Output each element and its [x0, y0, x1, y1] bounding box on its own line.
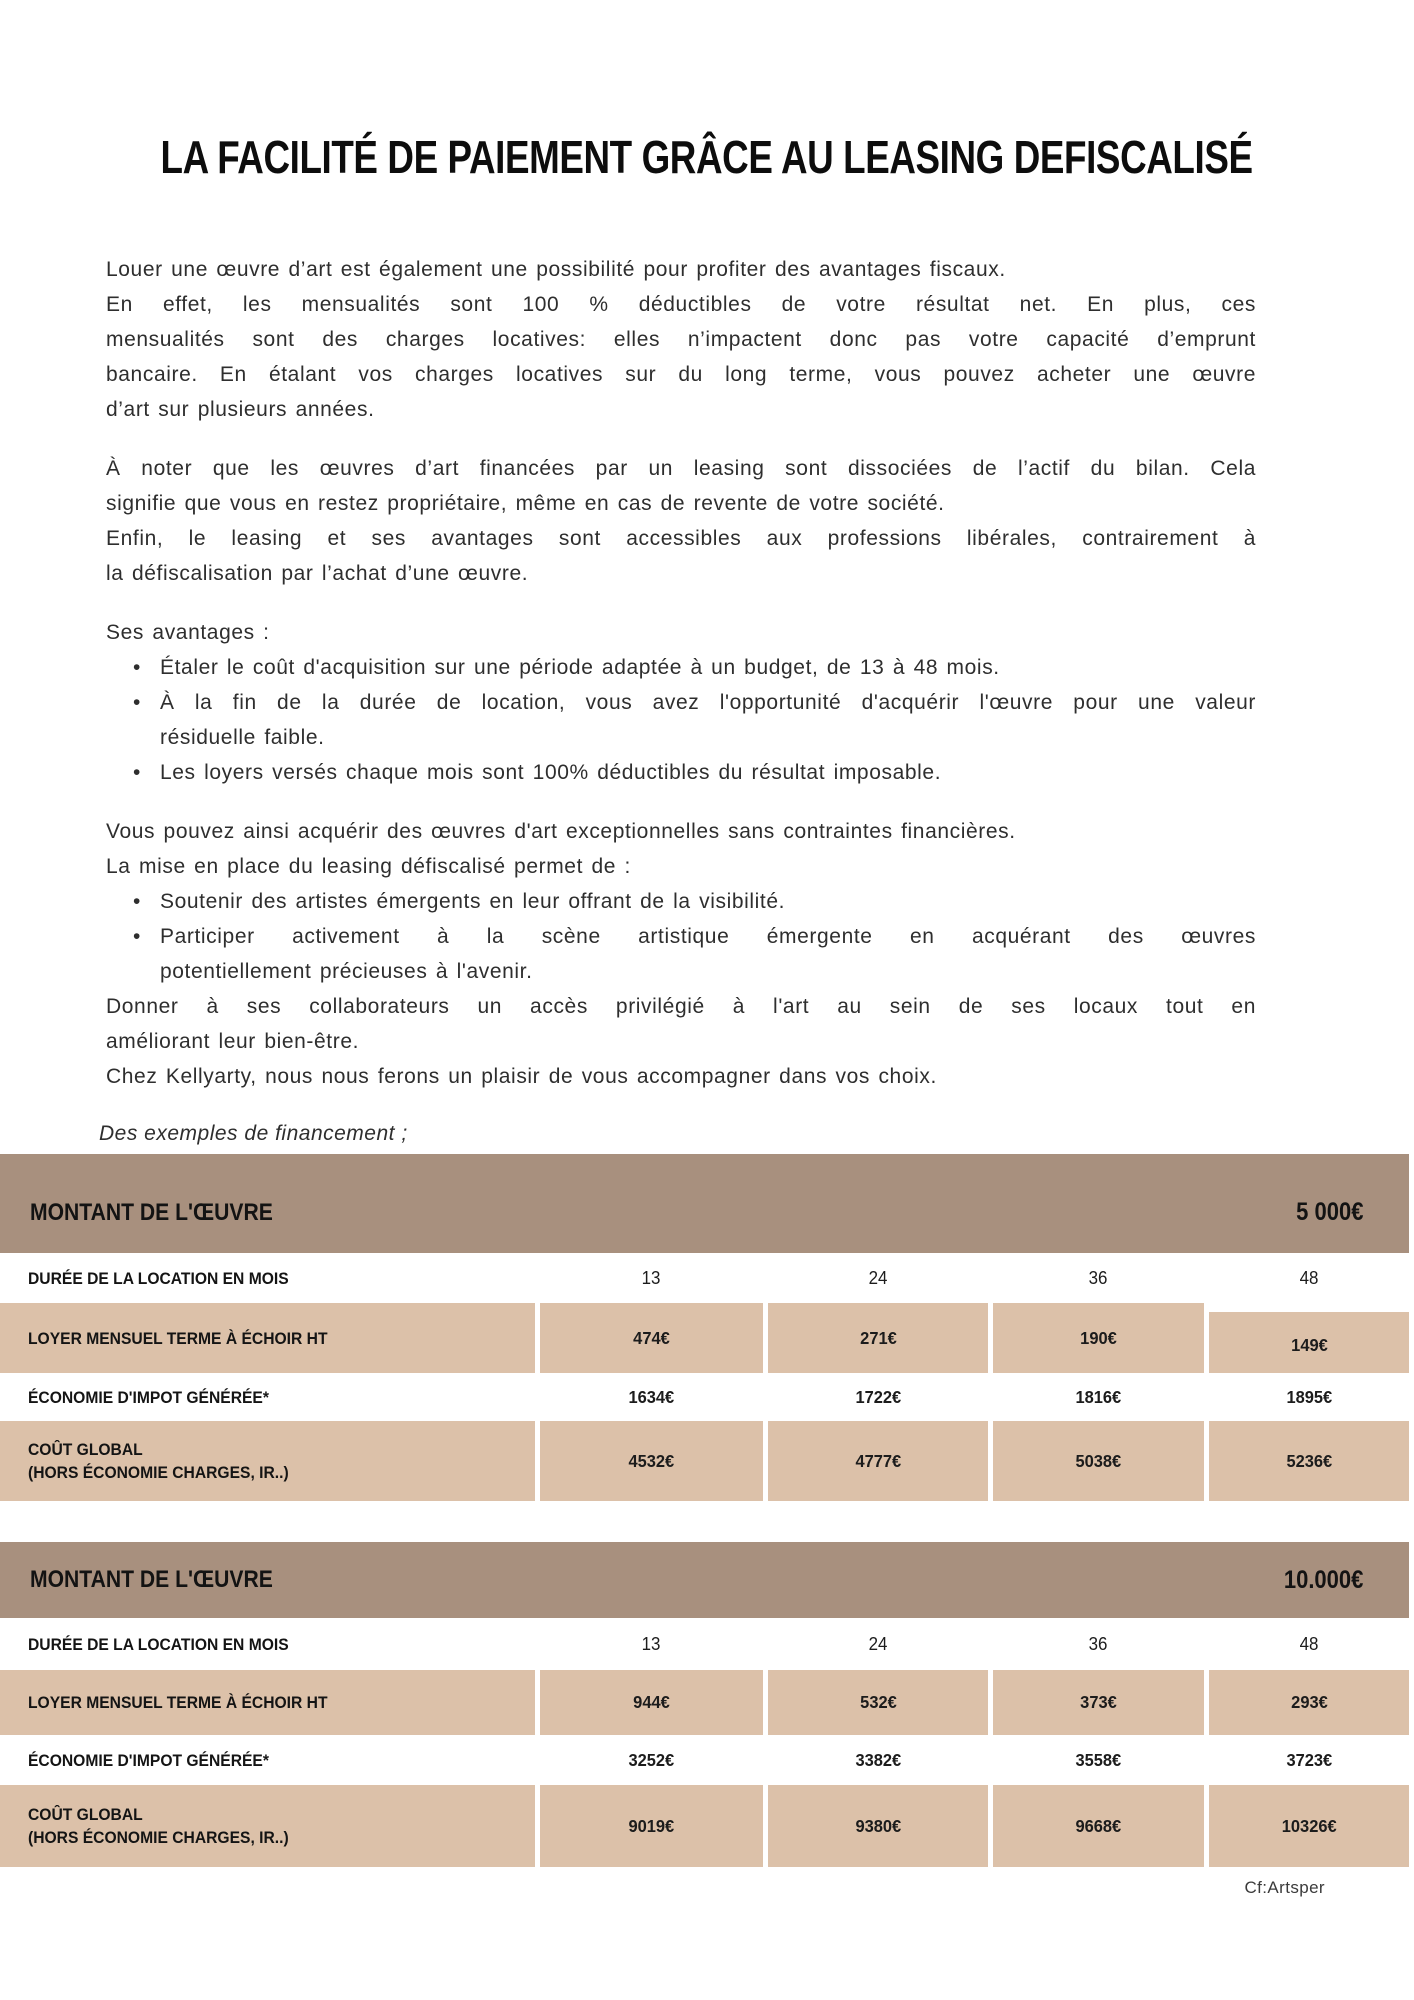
- financing-table-10000: [0, 1542, 1409, 1867]
- cell-value: 48: [1299, 1633, 1319, 1654]
- cell-value: 36: [1089, 1267, 1108, 1288]
- table-header: [0, 1542, 1409, 1618]
- body-line: d’art sur plusieurs années.: [106, 398, 375, 421]
- cell-value: 24: [868, 1267, 888, 1288]
- cell-value: 944€: [633, 1692, 670, 1712]
- paragraph-leasing-intro: [106, 252, 1256, 427]
- source-credit: Cf:Artsper: [1244, 1878, 1325, 1897]
- row-label: DURÉE DE LA LOCATION EN MOIS: [28, 1634, 289, 1654]
- cell-value: 4777€: [855, 1450, 901, 1471]
- list-item: [106, 919, 1256, 989]
- body-line: la défiscalisation par l’achat d’une œuvre.: [106, 562, 529, 585]
- row-label: LOYER MENSUEL TERME À ÉCHOIR HT: [28, 1328, 328, 1348]
- row-label: ÉCONOMIE D'IMPOT GÉNÉRÉE*: [28, 1750, 269, 1770]
- row-label-cell: [0, 1670, 535, 1735]
- body-line: À noter que les œuvres d’art financées par un leasing sont dissociées de l’actif du bilan. Cela: [106, 457, 1256, 480]
- value-cell: [1209, 1256, 1409, 1300]
- table-row-global-cost: [0, 1785, 1409, 1867]
- value-cell: [1209, 1376, 1409, 1418]
- cell-value: 3723€: [1286, 1749, 1332, 1770]
- cell-value: 1634€: [628, 1386, 675, 1407]
- cell-value: 24: [868, 1633, 888, 1654]
- value-cell: [1209, 1312, 1409, 1373]
- value-cell: [540, 1303, 763, 1373]
- value-cell: [540, 1785, 763, 1867]
- table-row-duration: [0, 1621, 1409, 1667]
- cell-value: 5236€: [1286, 1450, 1332, 1471]
- value-cell: [540, 1421, 763, 1501]
- value-cell: [1209, 1621, 1409, 1667]
- cell-value: 373€: [1080, 1692, 1117, 1712]
- value-cell: [768, 1303, 988, 1373]
- value-cell: [993, 1670, 1204, 1735]
- body-line: La mise en place du leasing défiscalisé permet de :: [106, 855, 631, 878]
- row-label-cell: [0, 1785, 535, 1867]
- value-cell: [993, 1303, 1204, 1373]
- value-cell: [768, 1256, 988, 1300]
- value-cell: [768, 1670, 988, 1735]
- value-cell: [540, 1256, 763, 1300]
- value-cell: [540, 1670, 763, 1735]
- body-line: résiduelle faible.: [160, 726, 325, 749]
- body-line: Donner à ses collaborateurs un accès privilégié à l'art au sein de ses locaux tout en: [106, 995, 1256, 1018]
- cell-value: 474€: [633, 1327, 670, 1348]
- body-line: • Les loyers versés chaque mois sont 100% déductibles du résultat imposable.: [160, 761, 942, 784]
- value-cell: [768, 1621, 988, 1667]
- cell-value: 190€: [1080, 1327, 1117, 1348]
- body-line: bancaire. En étalant vos charges locatives sur du long terme, vous pouvez acheter une œuvre: [106, 363, 1256, 386]
- value-cell: [1209, 1738, 1409, 1782]
- cell-value: 48: [1299, 1267, 1319, 1288]
- body-line: signifie que vous en restez propriétaire, même en cas de revente de votre société.: [106, 492, 945, 515]
- cell-value: 1722€: [855, 1386, 901, 1407]
- paragraph-ownership: [106, 451, 1256, 591]
- table-row-tax-saving: [0, 1376, 1409, 1418]
- cell-value: 36: [1089, 1633, 1108, 1654]
- row-label: COÛT GLOBAL: [28, 1440, 143, 1459]
- row-label-cell: [0, 1621, 535, 1667]
- paragraph-benefits: [106, 814, 1256, 1094]
- cell-value: 9019€: [628, 1815, 675, 1836]
- table-header: [0, 1154, 1409, 1253]
- row-label: COÛT GLOBAL: [28, 1805, 143, 1824]
- value-cell: [540, 1738, 763, 1782]
- cell-value: 4532€: [628, 1450, 675, 1471]
- value-cell: [768, 1376, 988, 1418]
- value-cell: [993, 1421, 1204, 1501]
- body-line: Vous pouvez ainsi acquérir des œuvres d'art exceptionnelles sans contraintes financières.: [106, 820, 1016, 843]
- page-title: [0, 130, 1414, 184]
- cell-value: 1816€: [1075, 1386, 1122, 1407]
- list-item: [106, 650, 1256, 685]
- value-cell: [993, 1738, 1204, 1782]
- cell-value: 3252€: [628, 1749, 675, 1770]
- cell-value: 3382€: [855, 1749, 901, 1770]
- benefits-list: [106, 884, 1256, 989]
- list-item: [106, 685, 1256, 755]
- value-cell: [993, 1376, 1204, 1418]
- cell-value: 5038€: [1075, 1450, 1122, 1471]
- body-line: • Étaler le coût d'acquisition sur une période adaptée à un budget, de 13 à 48 mois.: [160, 656, 1000, 679]
- body-line: améliorant leur bien-être.: [106, 1030, 360, 1053]
- table-header-amount: 10.000€: [1283, 1565, 1363, 1594]
- financing-table-5000: [0, 1154, 1409, 1501]
- body-line: • Soutenir des artistes émergents en leur offrant de la visibilité.: [160, 890, 786, 913]
- cell-value: 10326€: [1281, 1815, 1337, 1836]
- value-cell: [768, 1421, 988, 1501]
- value-cell: [993, 1256, 1204, 1300]
- body-line: Enfin, le leasing et ses avantages sont accessibles aux professions libérales, contrairement à: [106, 527, 1256, 550]
- body-line: potentiellement précieuses à l'avenir.: [160, 960, 533, 983]
- value-cell: [1209, 1421, 1409, 1501]
- table-header-amount: 5 000€: [1295, 1198, 1363, 1226]
- cell-value: 13: [642, 1633, 661, 1654]
- value-cell: [768, 1785, 988, 1867]
- cell-value: 1895€: [1286, 1386, 1332, 1407]
- value-cell: [768, 1738, 988, 1782]
- table-row-monthly-rent: [0, 1303, 1409, 1373]
- body-text: [106, 252, 1256, 1094]
- row-label: ÉCONOMIE D'IMPOT GÉNÉRÉE*: [28, 1387, 269, 1407]
- cell-value: 532€: [859, 1692, 897, 1712]
- row-label-cell: [0, 1421, 535, 1501]
- row-label-cell: [0, 1303, 535, 1373]
- row-label-note: (HORS ÉCONOMIE CHARGES, IR..): [28, 1463, 289, 1482]
- value-cell: [540, 1621, 763, 1667]
- value-cell: [1209, 1785, 1409, 1867]
- body-line: • Participer activement à la scène artistique émergente en acquérant des œuvres: [160, 925, 1256, 948]
- table-row-monthly-rent: [0, 1670, 1409, 1735]
- body-line: Chez Kellyarty, nous nous ferons un plaisir de vous accompagner dans vos choix.: [106, 1065, 937, 1088]
- value-cell: [540, 1376, 763, 1418]
- row-label-cell: [0, 1376, 535, 1418]
- value-cell: [993, 1785, 1204, 1867]
- value-cell: [993, 1621, 1204, 1667]
- examples-caption: Des exemples de financement ;: [99, 1122, 408, 1145]
- row-label-cell: [0, 1738, 535, 1782]
- page-title-text: LA FACILITÉ DE PAIEMENT GRÂCE AU LEASING DEFISCALISÉ: [160, 131, 1254, 183]
- advantages-section: [106, 615, 1256, 790]
- cell-value: 13: [642, 1267, 661, 1288]
- row-label: DURÉE DE LA LOCATION EN MOIS: [28, 1268, 289, 1288]
- body-line: En effet, les mensualités sont 100 % déductibles de votre résultat net. En plus, ces: [106, 293, 1256, 316]
- row-label: LOYER MENSUEL TERME À ÉCHOIR HT: [28, 1693, 328, 1712]
- cell-value: 271€: [859, 1327, 897, 1348]
- list-item: [106, 884, 1256, 919]
- value-cell: [1209, 1670, 1409, 1735]
- table-row-global-cost: [0, 1421, 1409, 1501]
- cell-value: 149€: [1290, 1334, 1328, 1355]
- table-header-label: MONTANT DE L'ŒUVRE: [30, 1566, 273, 1593]
- advantages-heading: Ses avantages :: [106, 621, 270, 644]
- table-row-tax-saving: [0, 1738, 1409, 1782]
- list-item: [106, 755, 1256, 790]
- cell-value: 3558€: [1075, 1749, 1122, 1770]
- table-row-duration: [0, 1256, 1409, 1300]
- row-label-note: (HORS ÉCONOMIE CHARGES, IR..): [28, 1828, 289, 1847]
- body-line: • À la fin de la durée de location, vous avez l'opportunité d'acquérir l'œuvre pour une valeur: [160, 691, 1256, 714]
- row-label-cell: [0, 1256, 535, 1300]
- body-line: mensualités sont des charges locatives: elles n’impactent donc pas votre capacité d’emprunt: [106, 328, 1256, 351]
- advantages-list: [106, 650, 1256, 790]
- cell-value: 9380€: [855, 1815, 901, 1836]
- cell-value: 9668€: [1075, 1815, 1122, 1836]
- cell-value: 293€: [1290, 1692, 1328, 1712]
- table-header-label: MONTANT DE L'ŒUVRE: [30, 1198, 273, 1226]
- body-line: Louer une œuvre d’art est également une possibilité pour profiter des avantages fiscaux.: [106, 258, 1006, 281]
